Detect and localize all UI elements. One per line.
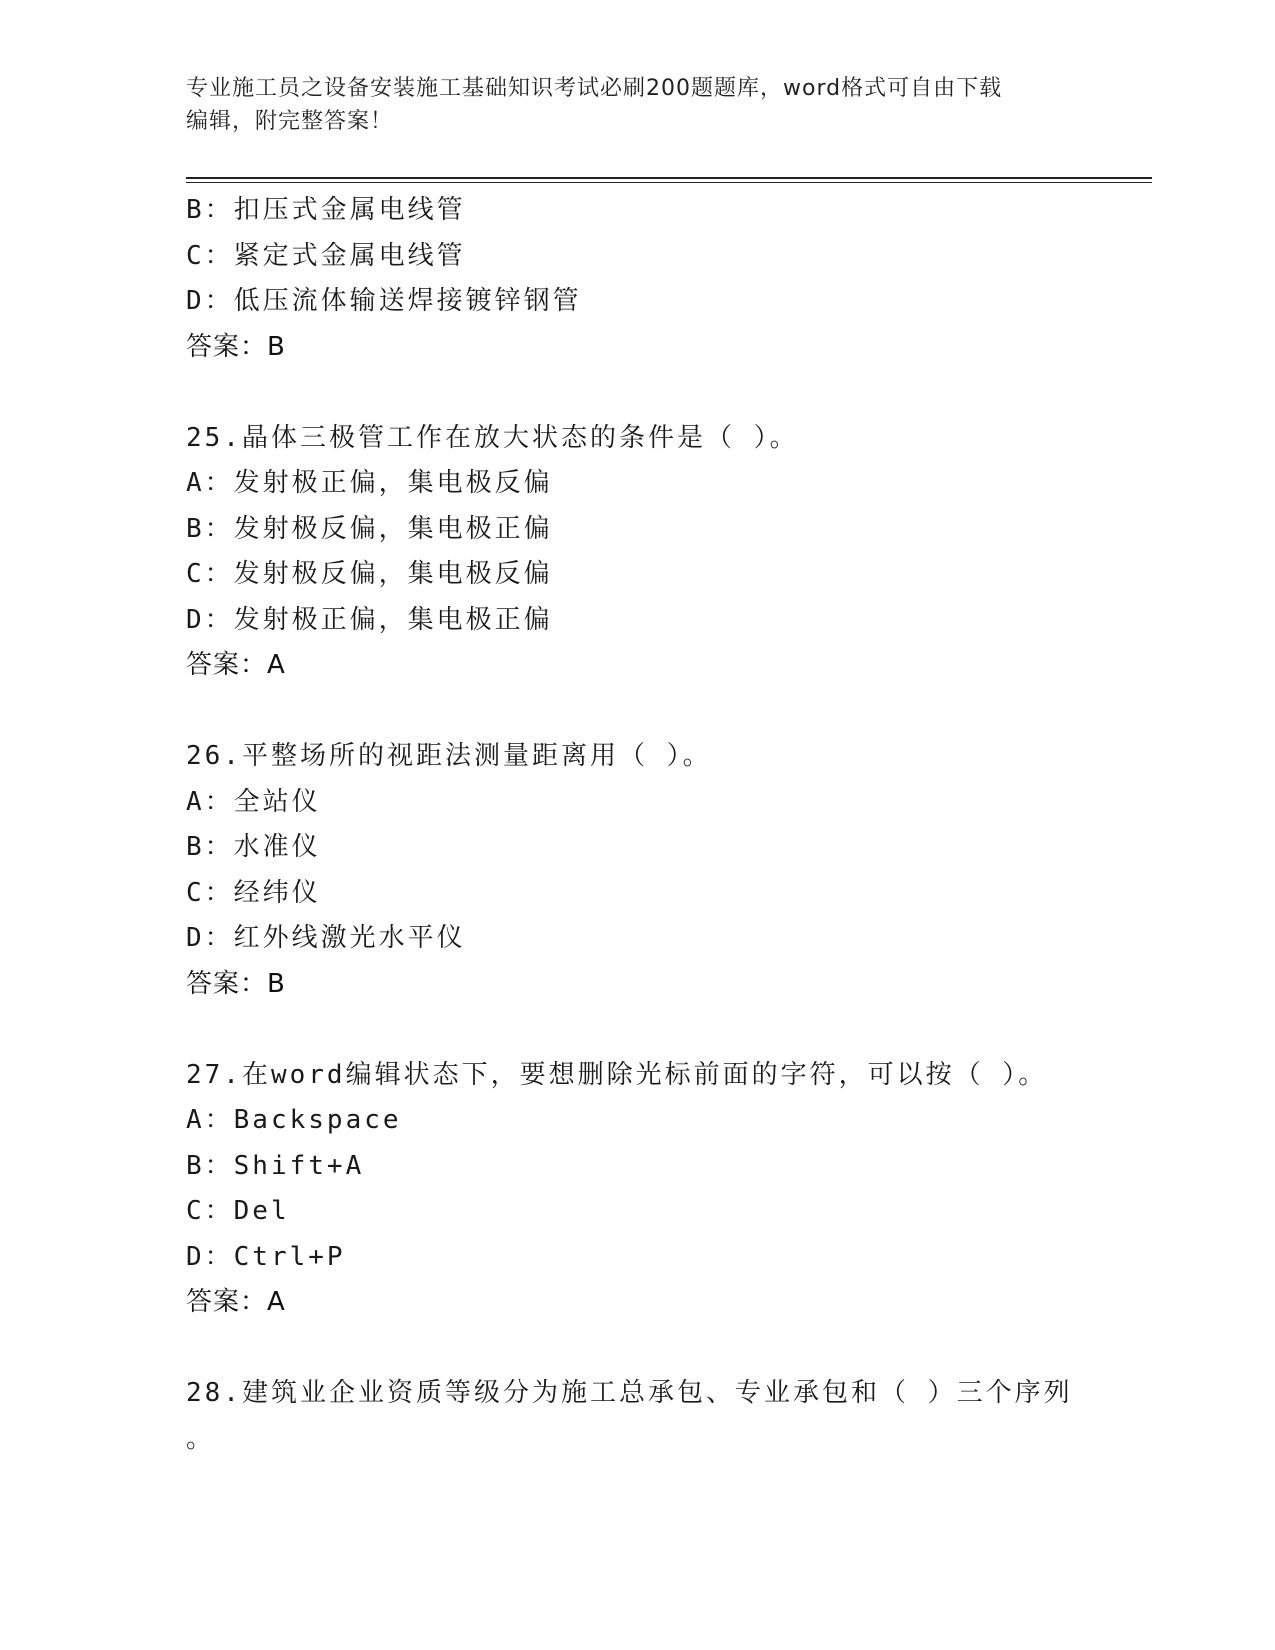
- spacer: [186, 1007, 1152, 1053]
- option-c: C：Del: [186, 1196, 290, 1226]
- question-stem: 27.在word编辑状态下，要想删除光标前面的字符，可以按（ ）。: [186, 1059, 1048, 1090]
- question-list: [186, 188, 1152, 1462]
- spacer: [186, 689, 1152, 735]
- question-27: [186, 1053, 1152, 1326]
- option-b: B：水准仪: [186, 832, 321, 862]
- question-stem: 28.建筑业企业资质等级分为施工总承包、专业承包和（ ）三个序列: [186, 1378, 1073, 1408]
- answer-label: 答案：B: [186, 331, 286, 362]
- question-stem: 25.晶体三极管工作在放大状态的条件是（ ）。: [186, 422, 799, 453]
- option-a: A：Backspace: [186, 1105, 402, 1135]
- document-header: [186, 72, 1086, 138]
- question-stem: 26.平整场所的视距法测量距离用（ ）。: [186, 741, 712, 771]
- option-b: B：发射极反偏，集电极正偏: [186, 513, 553, 544]
- spacer: [186, 370, 1152, 416]
- answer-label: 答案：A: [186, 650, 286, 680]
- option-b: B：Shift+A: [186, 1150, 365, 1181]
- option-d: D：Ctrl+P: [186, 1241, 346, 1272]
- option-d: D：红外线激光水平仪: [186, 923, 466, 953]
- question-stem-continued: 。: [186, 1423, 216, 1454]
- header-line-2: 编辑，附完整答案！: [186, 109, 394, 134]
- header-rule-thin: [186, 182, 1152, 183]
- option-a: A：全站仪: [186, 786, 321, 817]
- question-26: [186, 734, 1152, 1007]
- question-25: [186, 416, 1152, 689]
- option-d: D：发射极正偏，集电极正偏: [186, 604, 553, 635]
- answer-label: 答案：A: [186, 1287, 286, 1317]
- option-d: D：低压流体输送焊接镀锌钢管: [186, 286, 582, 316]
- answer-label: 答案：B: [186, 968, 286, 999]
- option-c: C：紧定式金属电线管: [186, 240, 466, 271]
- spacer: [186, 1326, 1152, 1372]
- option-c: C：发射极反偏，集电极反偏: [186, 559, 553, 589]
- header-rule-thick: [186, 177, 1152, 179]
- option-a: A：发射极正偏，集电极反偏: [186, 468, 553, 498]
- header-line-1: 专业施工员之设备安装施工基础知识考试必刷200题题库，word格式可自由下载: [186, 76, 1003, 101]
- question-partial: [186, 188, 1152, 370]
- question-28: [186, 1371, 1152, 1462]
- option-b: B：扣压式金属电线管: [186, 195, 466, 225]
- option-c: C：经纬仪: [186, 877, 321, 908]
